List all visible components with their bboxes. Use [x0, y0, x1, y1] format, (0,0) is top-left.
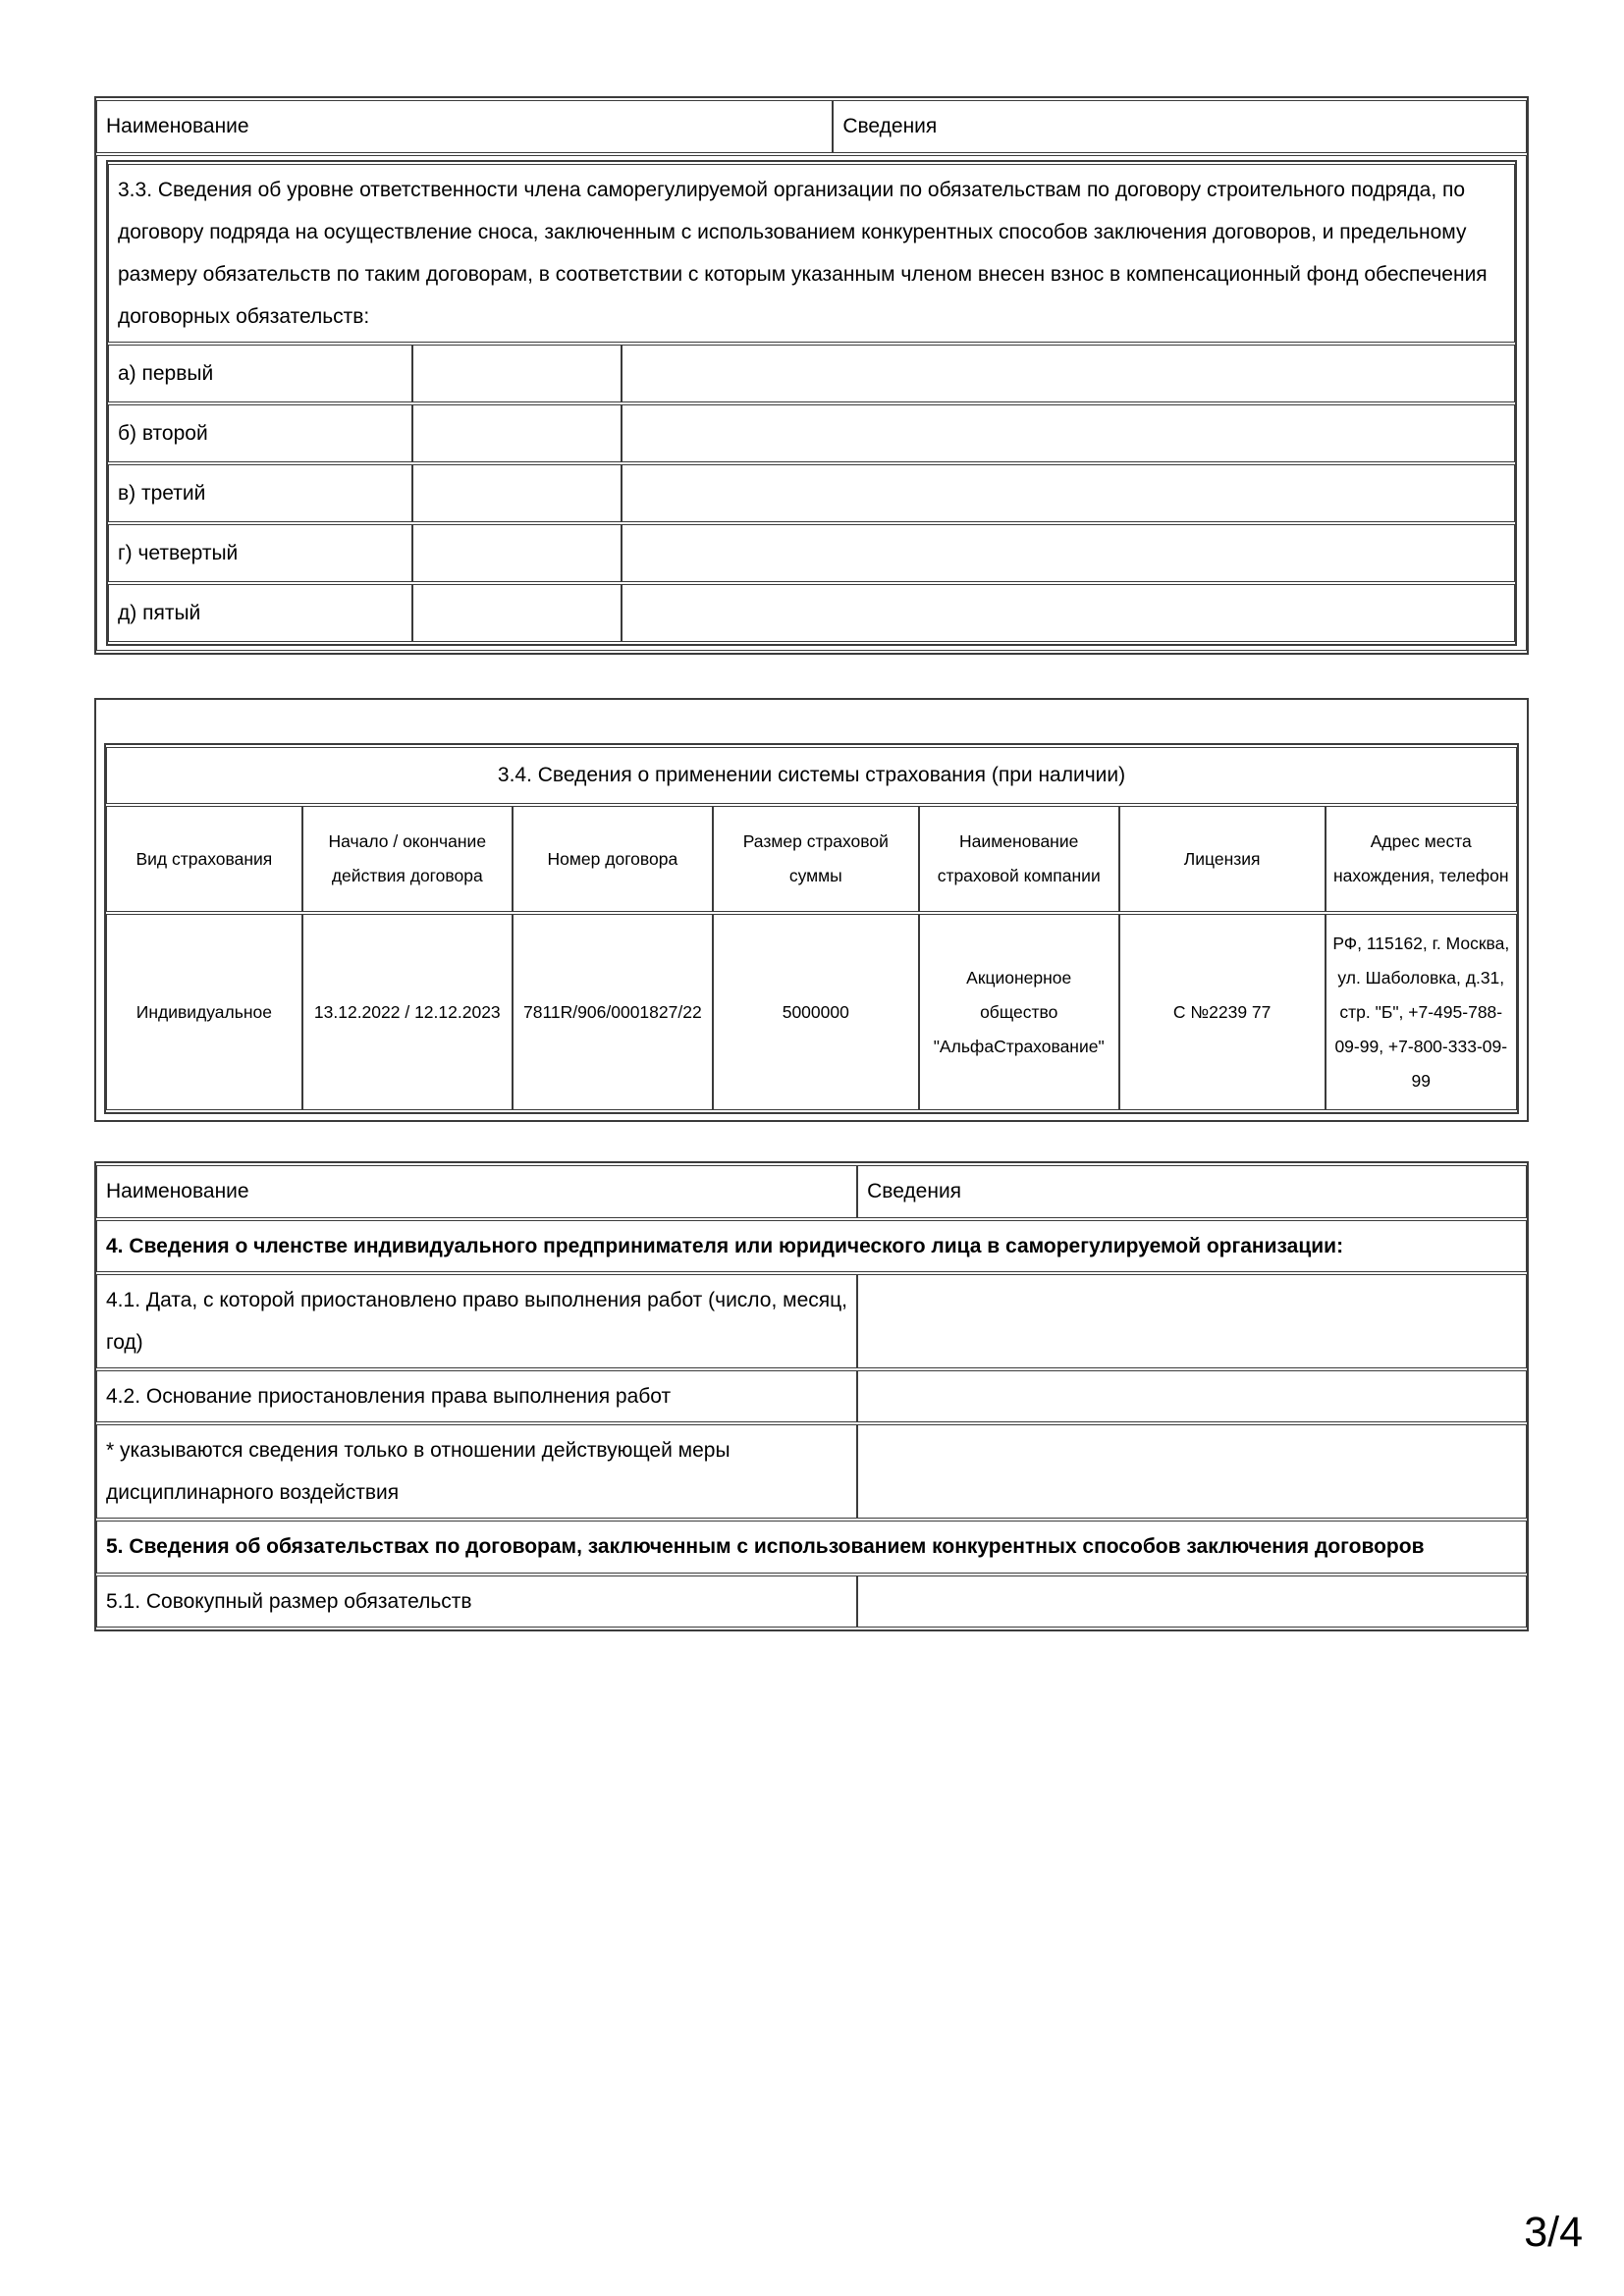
row-4-1 — [96, 1274, 1527, 1368]
cell-license: С №2239 77 — [1119, 914, 1326, 1110]
insurance-section-title: 3.4. Сведения о применении системы страхования (при наличии) — [106, 747, 1517, 804]
level-value-cell — [412, 404, 623, 462]
name-column-header: Наименование — [96, 100, 833, 153]
section-3-3-container-row — [96, 155, 1527, 651]
row-5-1-value — [857, 1575, 1527, 1628]
level-label: г) четвертый — [108, 524, 412, 582]
cell-insurance-type: Индивидуальное — [106, 914, 302, 1110]
page-number: 3/4 — [1524, 2209, 1583, 2256]
level-label: а) первый — [108, 345, 412, 402]
level-label: б) второй — [108, 404, 412, 462]
info-column-header: Сведения — [857, 1165, 1527, 1218]
col-header-contract-number: Номер договора — [513, 806, 713, 912]
col-header-address: Адрес места нахождения, телефон — [1326, 806, 1517, 912]
row-4-1-value — [857, 1274, 1527, 1368]
row-4-2 — [96, 1370, 1527, 1422]
level-value-cell — [622, 345, 1515, 402]
level-value-cell — [412, 584, 623, 642]
level-value-cell — [412, 524, 623, 582]
section-3-3-paragraph-row — [108, 164, 1515, 343]
level-row — [108, 584, 1515, 642]
row-4-2-value — [857, 1370, 1527, 1422]
section-5-title: 5. Сведения об обязательствах по договорам, заключенным с использованием конкурентных способов заключения договоров — [96, 1521, 1527, 1573]
section-3-3-container-cell — [96, 155, 1527, 651]
insurance-table — [104, 743, 1519, 1114]
level-value-cell — [412, 464, 623, 522]
col-header-contract-period: Начало / окончание действия договора — [302, 806, 513, 912]
cell-insured-amount: 5000000 — [713, 914, 919, 1110]
col-header-insurance-type: Вид страхования — [106, 806, 302, 912]
level-label: д) пятый — [108, 584, 412, 642]
section-4-title-row — [96, 1220, 1527, 1272]
level-row — [108, 464, 1515, 522]
cell-contract-period: 13.12.2022 / 12.12.2023 — [302, 914, 513, 1110]
table-header-row — [96, 1165, 1527, 1218]
section-3-3-paragraph: 3.3. Сведения об уровне ответственности члена саморегулируемой организации по обязательствам по договору строительного подряда, по договору подряда на осуществление сноса, заключенным с использованием конкурентных способов заключения договоров, и предельному размеру обязательств по таким договорам, в соответствии с которым указанным членом внесен взнос в компенсационный фонд обеспечения договорных обязательств: — [108, 164, 1515, 343]
level-value-cell — [412, 345, 623, 402]
row-note-value — [857, 1424, 1527, 1519]
row-4-2-label: 4.2. Основание приостановления права выполнения работ — [96, 1370, 857, 1422]
row-5-1-label: 5.1. Совокупный размер обязательств — [96, 1575, 857, 1628]
level-value-cell — [622, 464, 1515, 522]
level-value-cell — [622, 524, 1515, 582]
insurance-section-box — [94, 698, 1529, 1122]
insurance-data-row — [106, 914, 1517, 1110]
level-value-cell — [622, 584, 1515, 642]
col-header-insured-amount: Размер страховой суммы — [713, 806, 919, 912]
level-row — [108, 404, 1515, 462]
insurance-header-row — [106, 806, 1517, 912]
section-4-title: 4. Сведения о членстве индивидуального предпринимателя или юридического лица в саморегулируемой организации: — [96, 1220, 1527, 1272]
cell-contract-number: 7811R/906/0001827/22 — [513, 914, 713, 1110]
responsibility-level-table — [94, 96, 1529, 655]
membership-table — [94, 1161, 1529, 1630]
cell-insurance-company: Акционерное общество "АльфаСтрахование" — [919, 914, 1119, 1110]
row-note — [96, 1424, 1527, 1519]
section-3-3-table — [106, 160, 1517, 646]
page-content — [94, 96, 1529, 1631]
row-4-1-label: 4.1. Дата, с которой приостановлено право выполнения работ (число, месяц, год) — [96, 1274, 857, 1368]
level-label: в) третий — [108, 464, 412, 522]
col-header-insurance-company: Наименование страховой компании — [919, 806, 1119, 912]
row-note-label: * указываются сведения только в отношении действующей меры дисциплинарного воздействия — [96, 1424, 857, 1519]
section-5-title-row — [96, 1521, 1527, 1573]
level-row — [108, 345, 1515, 402]
insurance-title-row — [106, 747, 1517, 804]
table-header-row — [96, 100, 1527, 153]
cell-address: РФ, 115162, г. Москва, ул. Шаболовка, д.31, стр. "Б", +7-495-788-09-99, +7-800-333-09-99 — [1326, 914, 1517, 1110]
col-header-license: Лицензия — [1119, 806, 1326, 912]
info-column-header: Сведения — [833, 100, 1527, 153]
row-5-1 — [96, 1575, 1527, 1628]
level-row — [108, 524, 1515, 582]
level-value-cell — [622, 404, 1515, 462]
name-column-header: Наименование — [96, 1165, 857, 1218]
